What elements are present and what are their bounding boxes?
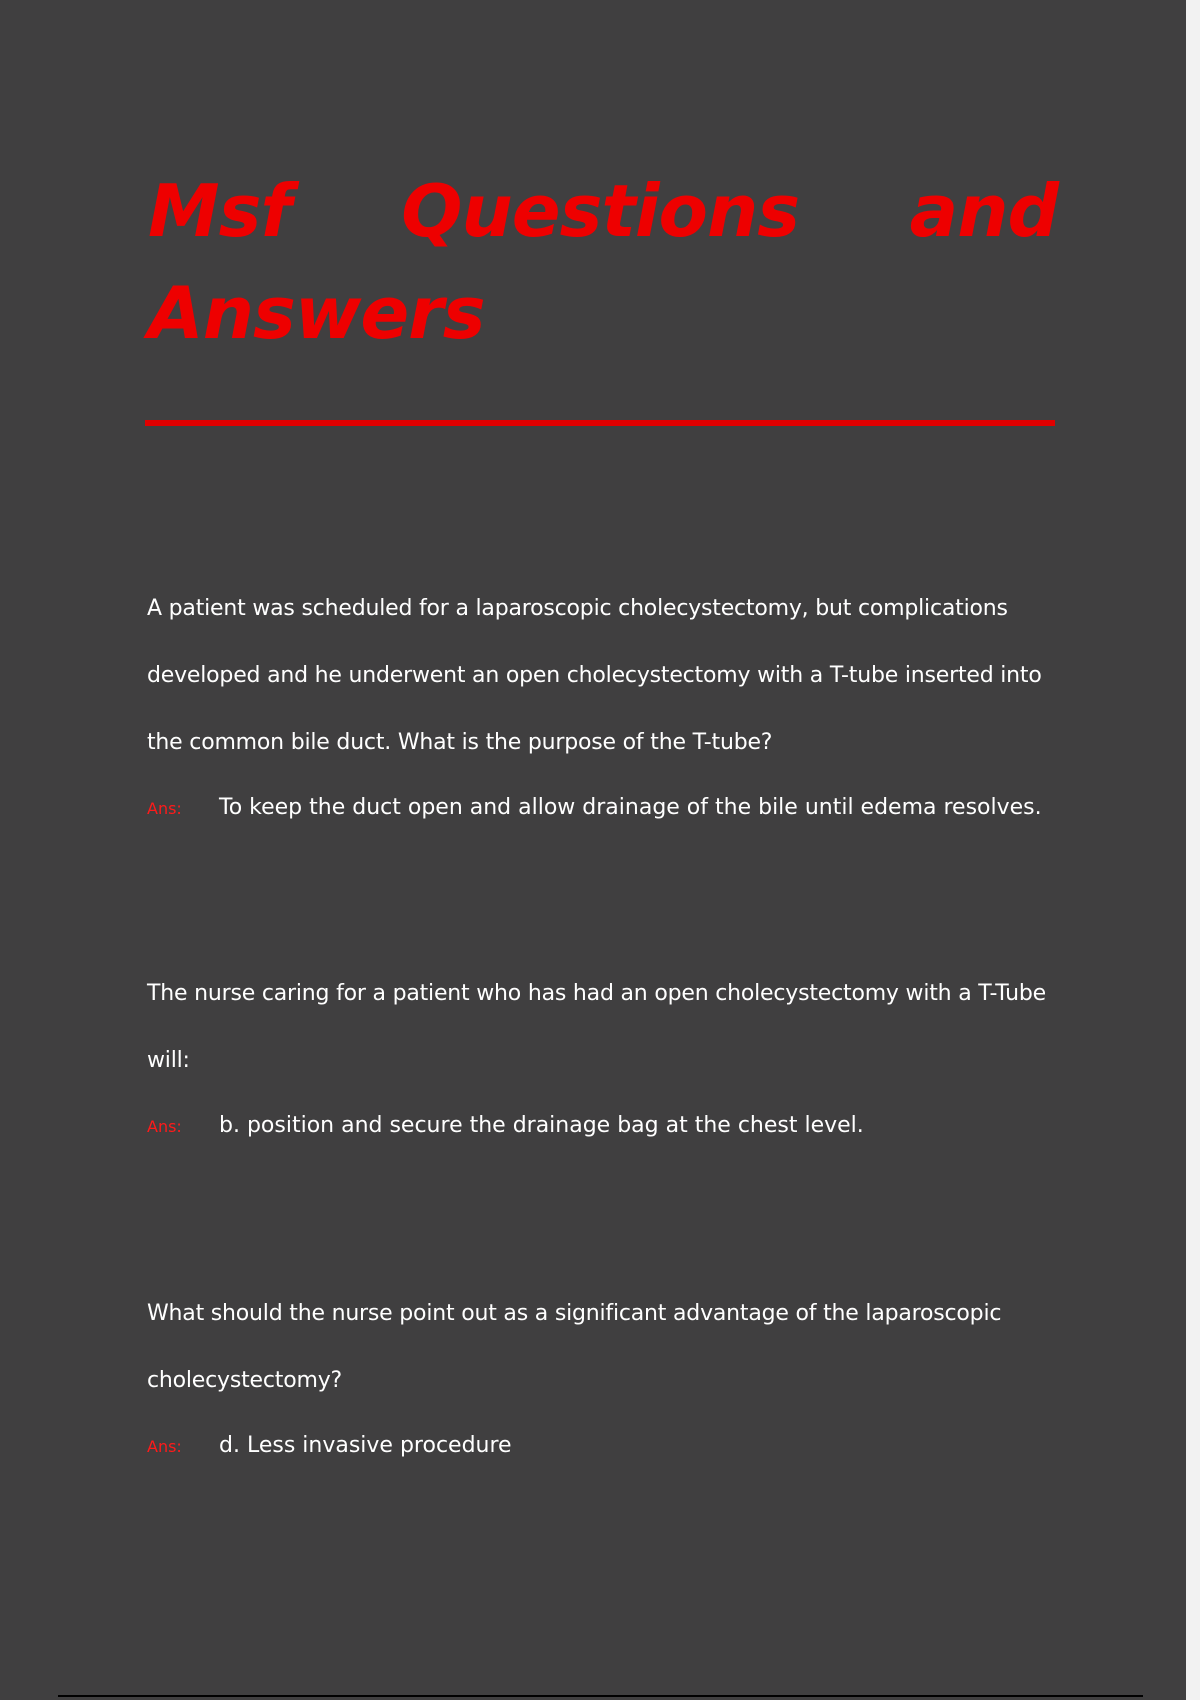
document-title: Msf Questions and Answers bbox=[148, 169, 1058, 355]
answer-text: To keep the duct open and allow drainage of the bile until edema resolves. bbox=[219, 795, 1042, 820]
question-text: The nurse caring for a patient who has had an open cholecystectomy with a T-Tube will: bbox=[147, 981, 1046, 1073]
answer-label: Ans: bbox=[147, 799, 182, 818]
page-bottom-rule bbox=[58, 1695, 1143, 1697]
title-divider bbox=[145, 420, 1055, 426]
qa-item bbox=[147, 960, 1057, 1149]
answer-text: d. Less invasive procedure bbox=[219, 1433, 512, 1458]
answer-line bbox=[147, 786, 1057, 831]
qa-item bbox=[147, 575, 1057, 831]
question-text: A patient was scheduled for a laparoscopic cholecystectomy, but complications developed and he underwent an open cholecystectomy with a T-tube inserted into the common bile duct. What is the purpose of the T-tube? bbox=[147, 596, 1042, 755]
answer-label: Ans: bbox=[147, 1117, 182, 1136]
answer-line bbox=[147, 1104, 1057, 1149]
answer-text: b. position and secure the drainage bag at the chest level. bbox=[219, 1113, 864, 1138]
answer-line bbox=[147, 1424, 1057, 1469]
qa-item bbox=[147, 1280, 1057, 1469]
question-text: What should the nurse point out as a significant advantage of the laparoscopic cholecystectomy? bbox=[147, 1301, 1002, 1393]
answer-label: Ans: bbox=[147, 1437, 182, 1456]
page-edge-strip bbox=[1186, 0, 1200, 1700]
